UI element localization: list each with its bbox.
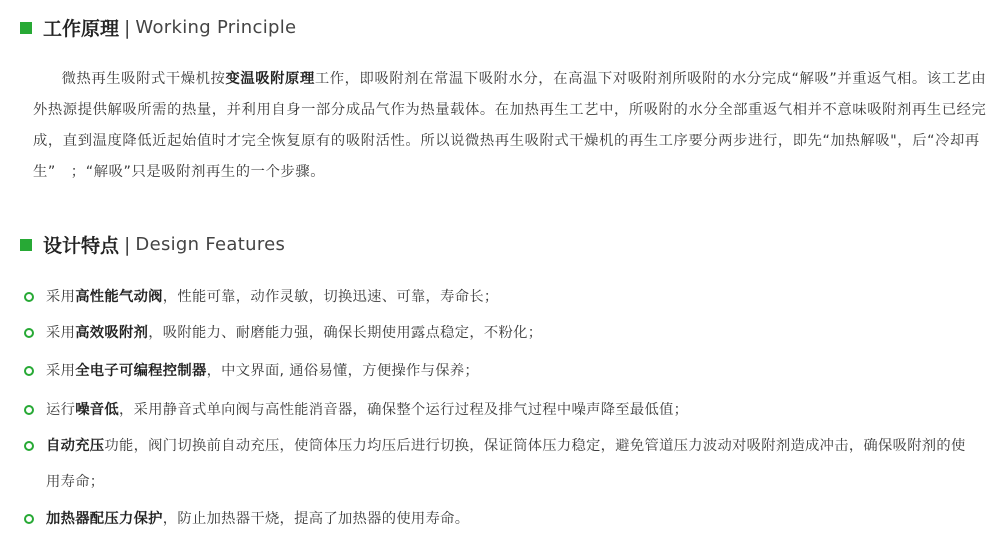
- feature-text: ，吸附能力、耐磨能力强，确保长期使用露点稳定，不粉化；: [148, 325, 543, 341]
- section-header-working-principle: [20, 14, 296, 41]
- circle-bullet-icon: [24, 292, 34, 302]
- feature-bold: 高性能气动阀: [75, 289, 163, 305]
- section-title-en: Working Principle: [135, 17, 297, 38]
- section-header-design-features: [20, 231, 285, 258]
- feature-bold: 自动充压: [46, 438, 105, 454]
- circle-bullet-icon: [24, 366, 34, 376]
- title-separator: |: [124, 233, 131, 256]
- circle-bullet-icon: [24, 514, 34, 524]
- feature-text: 采用: [46, 363, 76, 379]
- green-square-icon: [20, 239, 32, 251]
- paragraph-text-start: 微热再生吸附式干燥机按: [61, 71, 226, 87]
- section-title-cn: 工作原理: [43, 18, 120, 40]
- feature-item-controller: [24, 360, 966, 382]
- paragraph-bold-term: 变温吸附原理: [225, 71, 315, 87]
- feature-bold: 全电子可编程控制器: [75, 363, 207, 379]
- feature-bold: 高效吸附剂: [75, 325, 149, 341]
- working-principle-paragraph: [33, 64, 993, 188]
- feature-text: ，中文界面, 通俗易懂，方便操作与保养；: [206, 363, 480, 379]
- circle-bullet-icon: [24, 441, 34, 451]
- feature-item-low-noise: [24, 399, 966, 421]
- title-separator: |: [124, 16, 131, 39]
- feature-text: ，采用静音式单向阀与高性能消音器，确保整个运行过程及排气过程中噪声降至最低值；: [119, 402, 689, 418]
- circle-bullet-icon: [24, 328, 34, 338]
- feature-item-adsorbent: [24, 322, 966, 344]
- feature-item-valve: [24, 286, 966, 308]
- feature-bold: 加热器配压力保护: [46, 511, 163, 527]
- feature-text: ，防止加热器干烧，提高了加热器的使用寿命。: [162, 511, 470, 527]
- feature-text: 功能，阀门切换前自动充压，使筒体压力均压后进行切换，保证筒体压力稳定，避免管道压力波动对吸附剂造成冲击，确保吸附剂的使用寿命；: [46, 438, 966, 490]
- feature-item-auto-pressurize: [24, 435, 966, 500]
- section-title-en: Design Features: [135, 234, 286, 255]
- feature-text: 采用: [46, 289, 76, 305]
- paragraph-text-rest: 工作，即吸附剂在常温下吸附水分，在高温下对吸附剂所吸附的水分完成“解吸”并重返气相。该工艺由外热源提供解吸所需的热量，并利用自身一部分成品气作为热量载体。在加热再生工艺中，所吸附的水分全部重返气相并不意味吸附剂再生已经完成，直到温度降低近起始值时才完全恢复原有的吸附活性。所以说微热再生吸附式干燥机的再生工序要分两步进行，即先“加热解吸"，后“冷却再生” ；“解吸”只是吸附剂再生的一个步骤。: [33, 71, 987, 180]
- feature-text: 运行: [46, 402, 76, 418]
- feature-text: 采用: [46, 325, 76, 341]
- section-title-cn: 设计特点: [43, 235, 120, 257]
- feature-item-heater-protection: [24, 508, 966, 530]
- feature-bold: 噪音低: [75, 402, 119, 418]
- feature-text: ，性能可靠，动作灵敏，切换迅速、可靠，寿命长；: [162, 289, 499, 305]
- circle-bullet-icon: [24, 405, 34, 415]
- green-square-icon: [20, 22, 32, 34]
